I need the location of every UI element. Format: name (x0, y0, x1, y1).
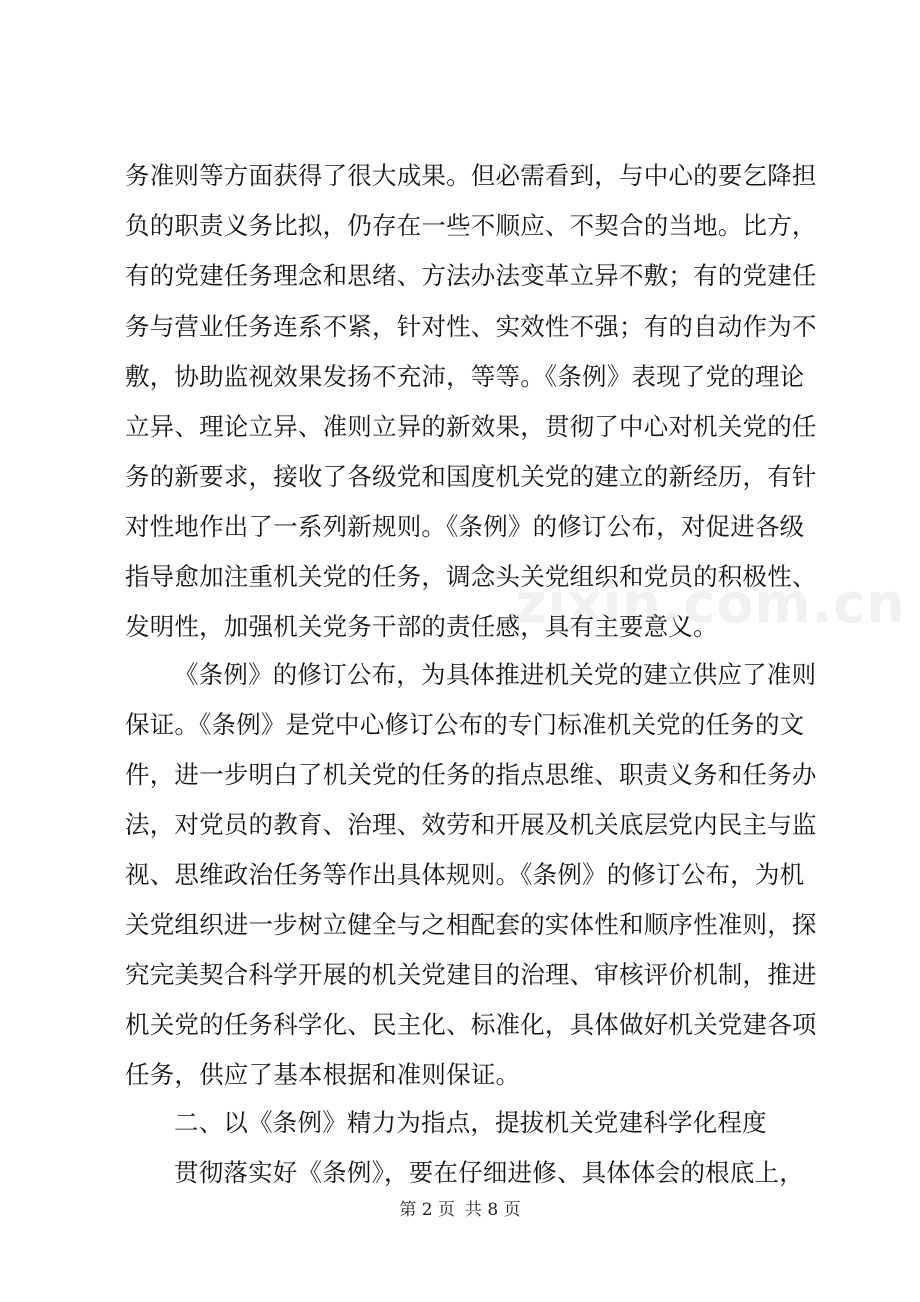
paragraph-start-line: 贯彻落实好《条例》，要在仔细进修、具体体会的根底上， (174, 1158, 804, 1187)
body-text-line: 件，进一步明白了机关党的任务的指点思维、职责义务和任务办 (125, 760, 817, 789)
body-text-line: 视、思维政治任务等作出具体规则。《条例》的修订公布，为机 (125, 860, 805, 889)
body-text-line: 对性地作出了一系列新规则。《条例》的修订公布，对促进各级 (125, 512, 805, 541)
watermark: zixin.com.cn (515, 572, 906, 635)
body-text-line: 务与营业任务连系不紧，针对性、实效性不强；有的自动作为不 (125, 312, 817, 341)
body-text-line: 发明性，加强机关党务干部的责任感，具有主要意义。 (125, 612, 718, 641)
page-total: 共 8 页 (465, 1200, 521, 1220)
page-footer (0, 1199, 920, 1221)
body-text-line: 机关党的任务科学化、民主化、标准化，具体做好机关党建各项 (125, 1010, 817, 1039)
body-text-line: 保证。《条例》是党中心修订公布的专门标准机关党的任务的文 (125, 710, 805, 739)
body-text-line: 敷，协助监视效果发扬不充沛，等等。《条例》表现了党的理论 (125, 362, 805, 391)
page-number: 第 2 页 (399, 1200, 455, 1220)
body-text-line: 法，对党员的教育、治理、效劳和开展及机关底层党内民主与监 (125, 810, 817, 839)
body-text-line: 务的新要求，接收了各级党和国度机关党的建立的新经历，有针 (125, 462, 817, 491)
body-text-line: 务准则等方面获得了很大成果。但必需看到，与中心的要乞降担 (125, 161, 817, 190)
body-text-line: 负的职责义务比拟，仍存在一些不顺应、不契合的当地。比方， (125, 211, 817, 240)
body-text-line: 指导愈加注重机关党的任务，调念头关党组织和党员的积极性、 (125, 562, 817, 591)
body-text-line: 关党组织进一步树立健全与之相配套的实体性和顺序性准则，探 (125, 910, 817, 939)
body-text-line: 究完美契合科学开展的机关党建目的治理、审核评价机制，推进 (125, 960, 817, 989)
body-text-line: 立异、理论立异、准则立异的新效果，贯彻了中心对机关党的任 (125, 412, 817, 441)
body-text-line: 有的党建任务理念和思绪、方法办法变革立异不敷；有的党建任 (125, 261, 817, 290)
section-heading: 二、以《条例》精力为指点，提拔机关党建科学化程度 (174, 1108, 767, 1137)
body-text-line: 任务，供应了基本根据和准则保证。 (125, 1060, 521, 1089)
paragraph-start-line: 《条例》的修订公布，为具体推进机关党的建立供应了准则 (174, 660, 817, 689)
